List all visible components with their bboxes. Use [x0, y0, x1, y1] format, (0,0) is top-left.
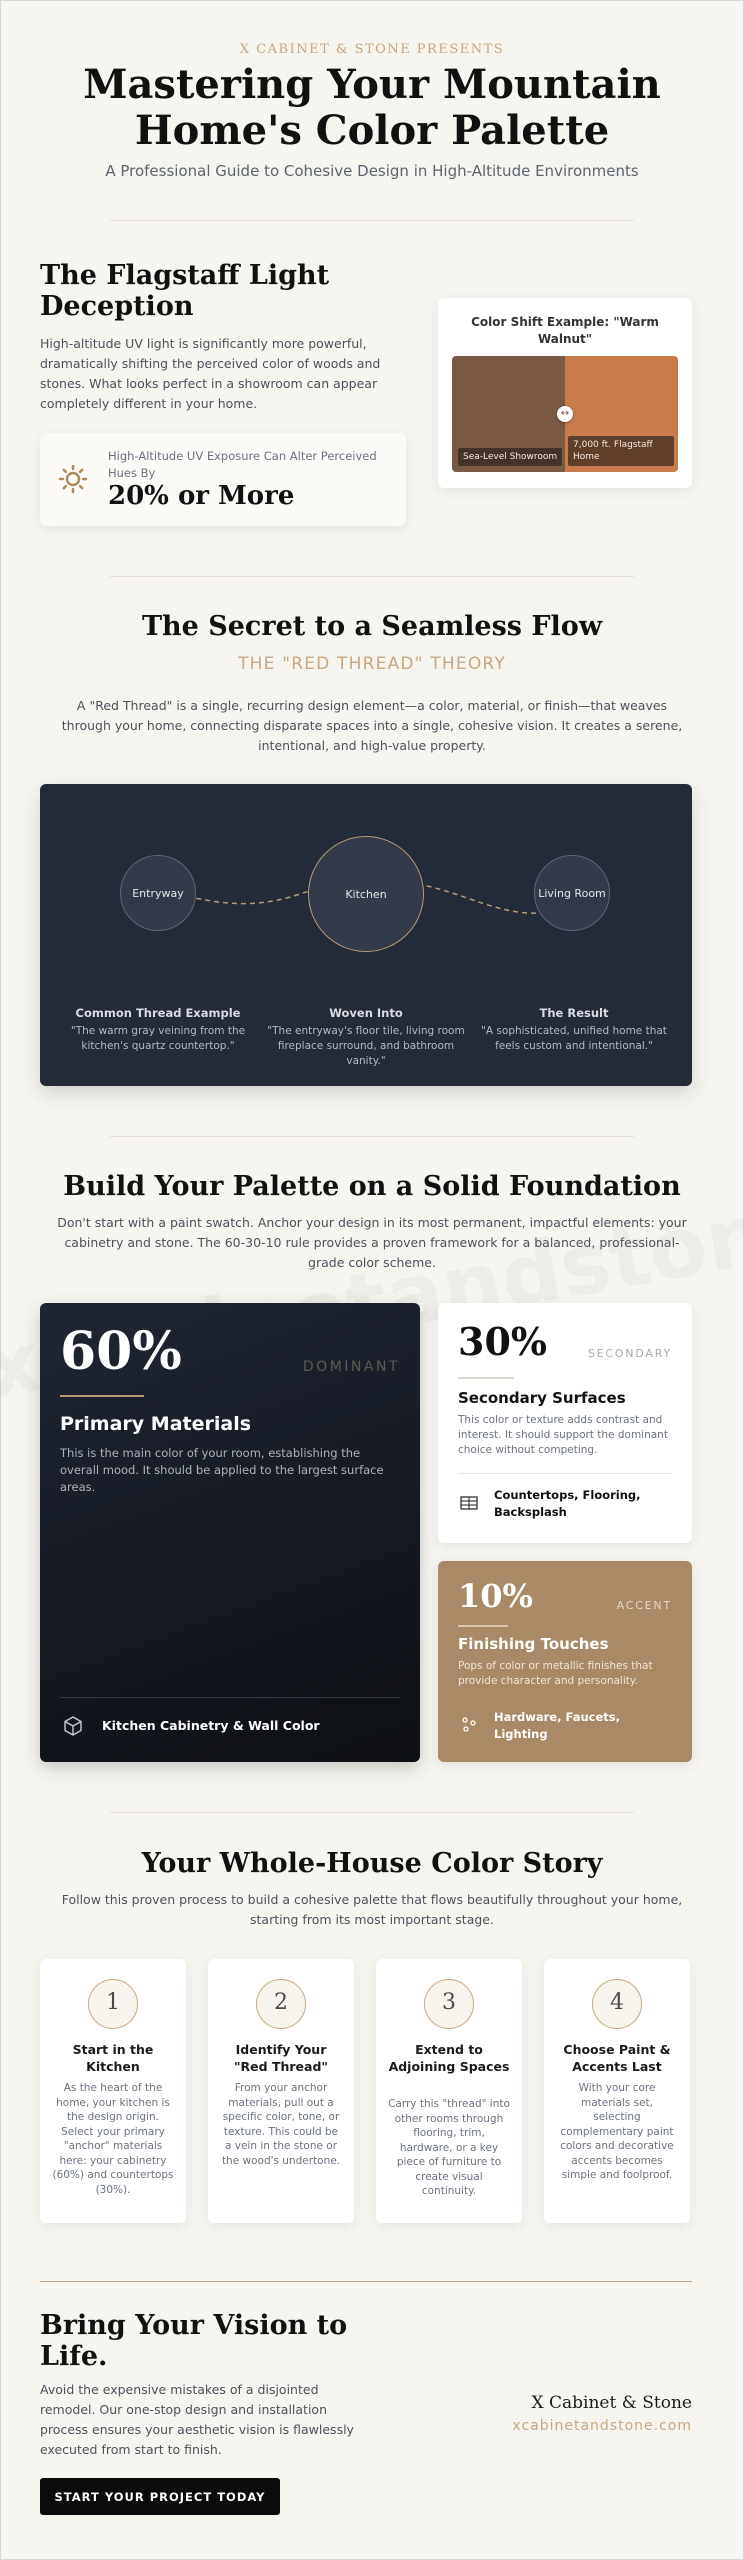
- accent-text: Pops of color or metallic finishes that provide character and personality.: [458, 1660, 653, 1687]
- swatch-left-label: Sea-Level Showroom: [458, 448, 562, 466]
- accent-card: [438, 1561, 692, 1762]
- col-heading: Common Thread Example: [75, 1006, 241, 1020]
- page-subtitle: A Professional Guide to Cohesive Design in High-Altitude Environments: [105, 162, 639, 180]
- step-text: As the heart of the home, your kitchen is the design origin. Select your primary "anchor" materials here: your cabinetry (60%) and countertops (30%).: [52, 2082, 174, 2196]
- accent-footer: Hardware, Faucets, Lighting: [494, 1710, 620, 1741]
- secondary-text: This color or texture adds contrast and interest. It should support the dominant choice without competing.: [458, 1414, 668, 1456]
- uv-stat-card: [40, 433, 406, 526]
- col-heading: The Result: [539, 1006, 609, 1020]
- cube-icon: [62, 1715, 84, 1741]
- step-number: 2: [256, 1979, 306, 2029]
- brand-url-link[interactable]: xcabinetandstone.com: [512, 2418, 692, 2434]
- section-divider: [110, 1812, 634, 1813]
- step-heading: Choose Paint & Accents Last: [563, 2042, 671, 2074]
- step-card: [40, 1959, 186, 2223]
- dominant-footer: Kitchen Cabinetry & Wall Color: [102, 1718, 320, 1733]
- secondary-footer-line: [458, 1473, 672, 1474]
- brand-name: X Cabinet & Stone: [531, 2393, 692, 2413]
- dominant-percent: 60%: [60, 1321, 182, 1382]
- room-entryway: Entryway: [120, 855, 196, 931]
- secondary-percent: 30%: [458, 1319, 547, 1364]
- page-title: Mastering Your Mountain Home's Color Palette: [83, 61, 661, 154]
- swatch-slider-handle[interactable]: ↔: [557, 406, 573, 422]
- story-title: Your Whole-House Color Story: [141, 1848, 603, 1879]
- dominant-card: [40, 1303, 420, 1762]
- thread-col-woven: [266, 1006, 466, 1069]
- dominant-heading: Primary Materials: [60, 1413, 252, 1435]
- cta-body: Avoid the expensive mistakes of a disjointed remodel. Our one-stop design and installation process ensures your aesthetic vision is flawlessly executed from start to finish.: [40, 2382, 354, 2457]
- cta-divider: [40, 2281, 692, 2282]
- secondary-heading: Secondary Surfaces: [458, 1389, 626, 1407]
- foundation-body: Don't start with a paint swatch. Anchor your design in its most permanent, impactful elements: your cabinetry and stone. The 60-30-10 rule provides a proven framework for a balanced, professional-grade color scheme.: [57, 1215, 687, 1270]
- tiles-icon: [460, 1495, 478, 1514]
- flagstaff-title: The Flagstaff Light Deception: [40, 260, 330, 322]
- col-heading: Woven Into: [329, 1006, 403, 1020]
- col-text: "The entryway's floor tile, living room fireplace surround, and bathroom vanity.": [267, 1025, 465, 1067]
- dominant-footer-line: [60, 1697, 400, 1698]
- secondary-footer: Countertops, Flooring, Backsplash: [494, 1488, 641, 1519]
- step-card: [544, 1959, 690, 2223]
- red-thread-diagram: [40, 784, 692, 1086]
- hero-kicker: X CABINET & STONE PRESENTS: [239, 42, 505, 57]
- swatch-right-label: 7,000 ft. Flagstaff Home: [568, 436, 674, 466]
- section-divider: [110, 1136, 634, 1137]
- red-thread-title: The Secret to a Seamless Flow: [141, 611, 603, 642]
- col-text: "The warm gray veining from the kitchen's quartz countertop.": [70, 1025, 246, 1052]
- red-thread-subtitle: THE "RED THREAD" THEORY: [238, 654, 506, 674]
- thread-col-example: [58, 1006, 258, 1054]
- color-shift-title: Color Shift Example: "Warm Walnut": [471, 315, 659, 346]
- step-text: With your core materials set, selecting complementary paint colors and decorative accents becomes simple and foolproof.: [560, 2082, 674, 2181]
- step-heading: Identify Your "Red Thread": [234, 2042, 328, 2074]
- flagstaff-body: High-altitude UV light is significantly more powerful, dramatically shifting the perceived color of woods and stones. What looks perfect in a showroom can appear completely different in your home.: [40, 336, 381, 411]
- red-thread-body: A "Red Thread" is a single, recurring design element—a color, material, or finish—that weaves through your home, connecting disparate spaces into a single, cohesive vision. It creates a serene, intentional, and high-value property.: [61, 698, 683, 753]
- secondary-tag: SECONDARY: [587, 1347, 672, 1360]
- stat-label: High-Altitude UV Exposure Can Alter Perceived Hues By: [108, 449, 377, 480]
- dominant-rule: [60, 1395, 144, 1397]
- step-text: Carry this "thread" into other rooms through flooring, trim, hardware, or a key piece of furniture to create visual continuity.: [388, 2098, 510, 2197]
- color-shift-swatch[interactable]: [452, 356, 678, 472]
- sun-icon: [58, 464, 88, 494]
- sparkle-icon: [460, 1715, 478, 1737]
- thread-col-result: [474, 1006, 674, 1054]
- stat-value: 20% or More: [108, 481, 295, 511]
- step-text: From your anchor materials, pull out a specific color, tone, or texture. This could be a vein in the stone or the wood's undertone.: [221, 2082, 341, 2167]
- room-living-room: Living Room: [534, 855, 610, 931]
- step-card: [376, 1959, 522, 2223]
- step-heading: Extend to Adjoining Spaces: [388, 2042, 510, 2074]
- accent-percent: 10%: [458, 1577, 533, 1615]
- secondary-card: [438, 1303, 692, 1543]
- secondary-rule: [458, 1377, 514, 1379]
- step-number: 3: [424, 1979, 474, 2029]
- story-body: Follow this proven process to build a cohesive palette that flows beautifully throughout your home, starting from its most important stage.: [61, 1892, 683, 1927]
- step-number: 1: [88, 1979, 138, 2029]
- step-heading: Start in the Kitchen: [72, 2042, 154, 2074]
- room-kitchen: Kitchen: [308, 836, 424, 952]
- foundation-title: Build Your Palette on a Solid Foundation: [63, 1171, 681, 1202]
- dominant-text: This is the main color of your room, establishing the overall mood. It should be applied to the largest surface areas.: [60, 1446, 384, 1494]
- col-text: "A sophisticated, unified home that feels custom and intentional.": [481, 1025, 667, 1052]
- step-number: 4: [592, 1979, 642, 2029]
- start-project-button[interactable]: START YOUR PROJECT TODAY: [40, 2478, 280, 2515]
- section-divider: [110, 220, 634, 221]
- color-shift-card: [438, 298, 692, 488]
- cta-title: Bring Your Vision to Life.: [40, 2310, 348, 2372]
- dominant-tag: DOMINANT: [302, 1359, 400, 1375]
- accent-rule: [458, 1625, 508, 1627]
- step-card: [208, 1959, 354, 2223]
- accent-heading: Finishing Touches: [458, 1635, 609, 1653]
- accent-tag: ACCENT: [616, 1599, 672, 1612]
- section-divider: [110, 576, 634, 577]
